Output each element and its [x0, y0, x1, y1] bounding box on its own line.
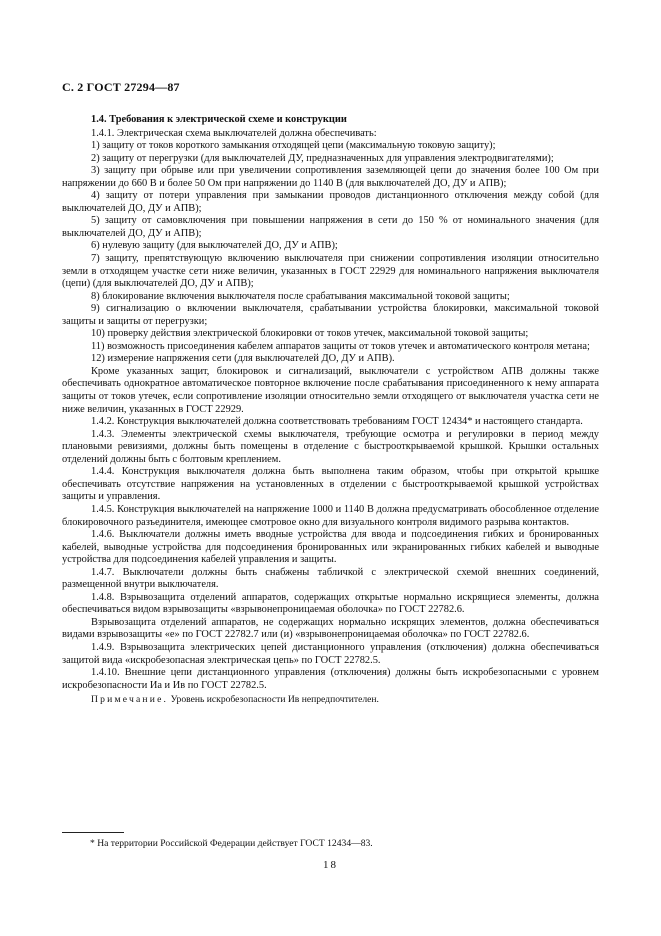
list-item: 1) защиту от токов короткого замыкания отходящей цепи (максимальную токовую защиту); — [91, 140, 496, 152]
paragraph: 1.4.9. Взрывозащита электрических цепей дистанционного управления (отключения) должна обеспечиваться защитой вида «искробезопасная электрическая цепь» по ГОСТ 22782.5. — [62, 641, 599, 666]
list-item: 10) проверку действия электрической блокировки от токов утечек, максимальной токовой защиты; — [91, 328, 529, 340]
paragraph: 1.4.3. Элементы электрической схемы выключателя, требующие осмотра и регулировки в период между плановыми ревизиями, должны быть помещены в отделение с быстрооткрываемой крышкой. Крышки остальных отделений должны быть с болтовым креплением. — [62, 428, 599, 465]
list-item: 6) нулевую защиту (для выключателей ДО, ДУ и АПВ); — [91, 240, 338, 252]
page-header: С. 2 ГОСТ 27294—87 — [62, 80, 180, 94]
paragraph: 1.4.7. Выключатели должны быть снабжены табличкой с электрической схемой внешних соединений, размещенной внутри выключателя. — [62, 566, 599, 591]
list-item: 9) сигнализацию о включении выключателя, срабатывании устройства блокировки, максимальной токовой защиты и защиты от перегрузки; — [62, 303, 599, 327]
note-text: Уровень искробезопасности Ив непредпочтителен. — [170, 694, 379, 706]
page-number: 18 — [323, 859, 338, 871]
list-item: 5) защиту от самовключения при повышении напряжения в сети до 150 % от номинального значения (для выключателей ДО, ДУ и АПВ); — [62, 215, 599, 239]
paragraph: 1.4.8. Взрывозащита отделений аппаратов, содержащих открытые нормально искрящиеся элементы, должна обеспечиваться видом взрывозащиты «взрывонепроницаемая оболочка» по ГОСТ 22782.6. — [62, 591, 599, 616]
list-item: 3) защиту при обрыве или при увеличении сопротивления заземляющей цепи до значения более 100 Ом при напряжении до 660 В и более 50 Ом при напряжении до 1140 В (для выключателей ДО, ДУ и АПВ); — [62, 165, 599, 189]
list-item: 8) блокирование включения выключателя после срабатывания максимальной токовой защиты; — [91, 290, 510, 302]
list-item: 12) измерение напряжения сети (для выключателей ДО, ДУ и АПВ). — [91, 353, 395, 365]
paragraph: 1.4.10. Внешние цепи дистанционного управления (отключения) должны быть искробезопасными с уровнем искробезопасности Иа и Ив по ГОСТ 22782.5. — [62, 667, 599, 691]
note-label: Примечание. — [91, 694, 169, 706]
paragraph: Кроме указанных защит, блокировок и сигнализаций, выключатели с устройством АПВ должны также обеспечивать однократное автоматическое повторное включение после срабатывания присоединенного к нему аппарата защиты от токов утечек, если сопротивление изоляции относительно земли отходящего от выключателя участка сети не ниже величин, указанных в ГОСТ 22929. — [62, 365, 599, 415]
list-item: 11) возможность присоединения кабелем аппаратов защиты от токов утечек и автоматического контроля метана; — [91, 340, 590, 352]
paragraph: 1.4.2. Конструкция выключателей должна соответствовать требованиям ГОСТ 12434* и настоящего стандарта. — [91, 416, 583, 428]
footnote-divider — [62, 832, 124, 833]
paragraph: Взрывозащита отделений аппаратов, не содержащих нормально искрящих элементов, должна обеспечиваться видами взрывозащиты «е» по ГОСТ 22782.7 или (и) «взрывонепроницаемая оболочка» по ГОСТ 22782.6. — [62, 616, 599, 641]
paragraph: 1.4.4. Конструкция выключателя должна быть выполнена таким образом, чтобы при открытой крышке обеспечивать отсутствие напряжения на установленных в отделении с быстрооткрываемой крышкой устройствах защиты и управления. — [62, 466, 599, 503]
document-body — [62, 114, 599, 707]
list-item: 2) защиту от перегрузки (для выключателей ДУ, предназначенных для управления электродвигателями); — [91, 152, 554, 164]
paragraph: 1.4.6. Выключатели должны иметь вводные устройства для ввода и подсоединения гибких и бронированных кабелей, выводные устройства для подсоединения бронированных или экранированных гибких кабелей и выводные устройства для подсоединения кабелей управления и защиты. — [62, 529, 599, 566]
list-item: 4) защиту от потери управления при замыкании проводов дистанционного отключения между собой (для выключателей ДО, ДУ и АПВ); — [62, 190, 599, 214]
footnote: * На территории Российской Федерации действует ГОСТ 12434—83. — [90, 838, 373, 849]
note — [62, 694, 599, 707]
list-item: 7) защиту, препятствующую включению выключателя при снижении сопротивления изоляции относительно земли в отходящем участке сети ниже величин, указанных в ГОСТ 22929 для номинального напряжения выключателя (цепи) (для выключателей ДО, ДУ и АПВ); — [62, 253, 599, 290]
paragraph: 1.4.5. Конструкция выключателей на напряжение 1000 и 1140 В должна предусматривать обособленное отделение блокировочного разъединителя, имеющее смотровое окно для визуального контроля видимого разрыва контактов. — [62, 503, 599, 528]
section-heading: 1.4. Требования к электрической схеме и конструкции — [91, 114, 347, 125]
paragraph: 1.4.1. Электрическая схема выключателей должна обеспечивать: — [91, 127, 377, 139]
